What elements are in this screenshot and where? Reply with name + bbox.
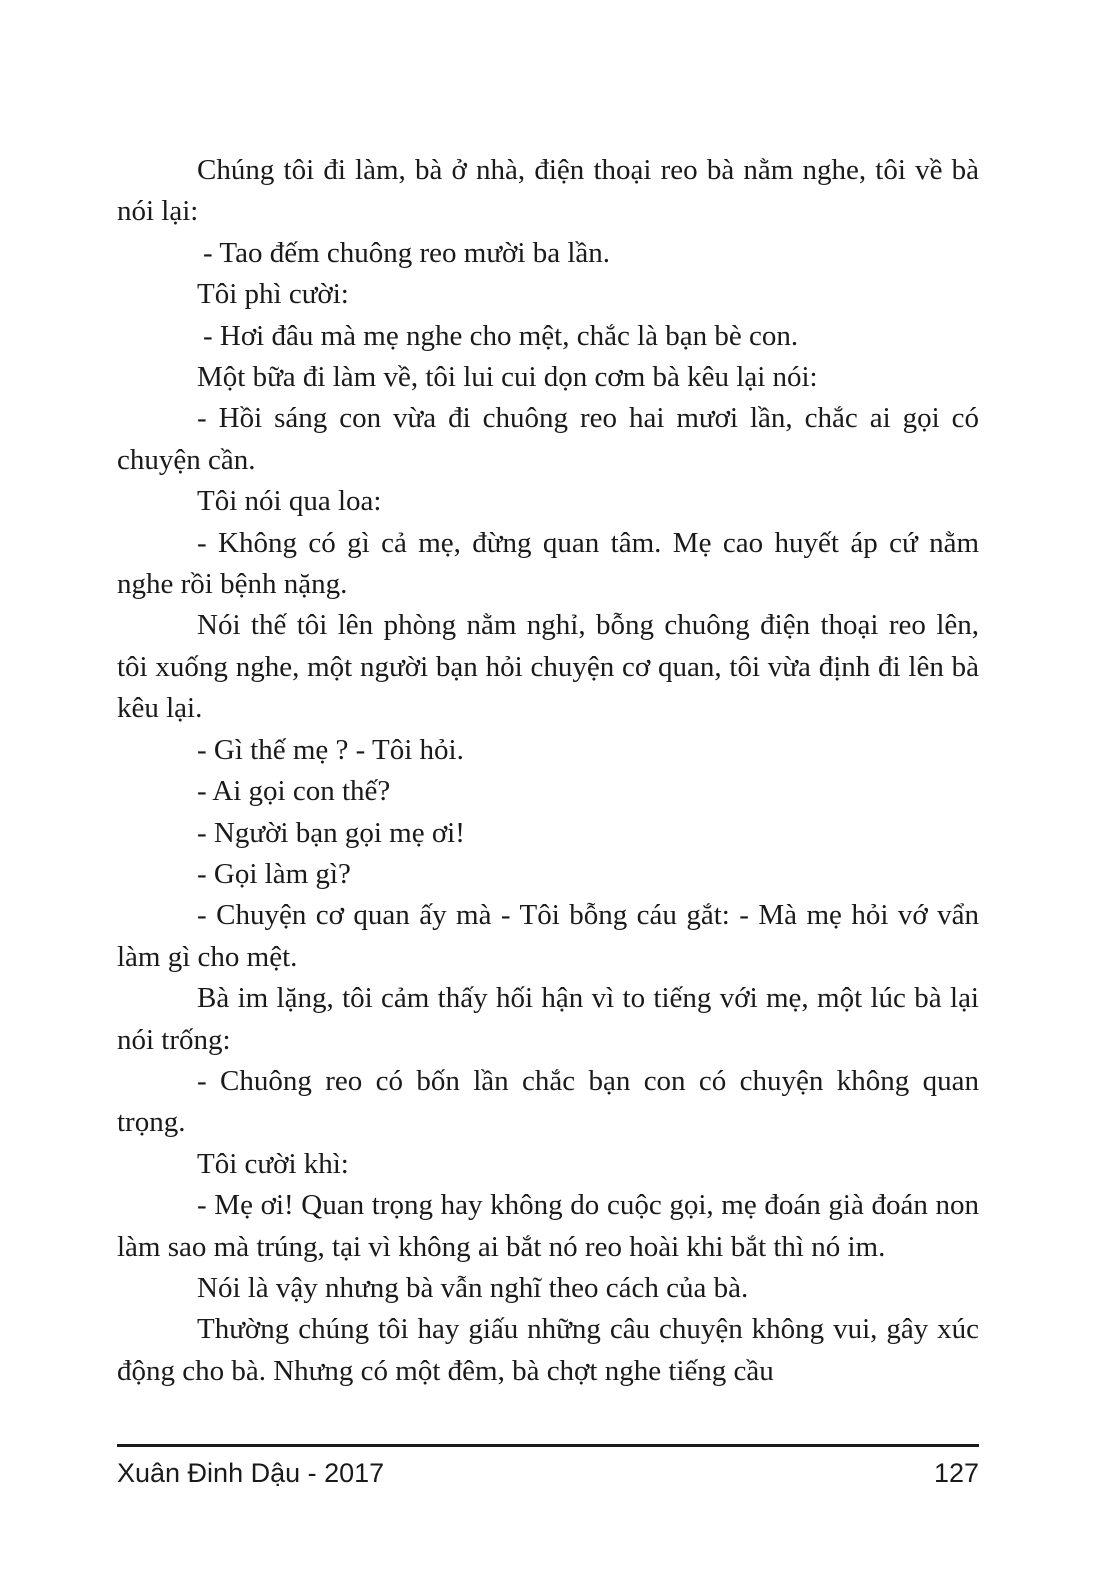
paragraph: - Ai gọi con thế? <box>197 775 391 808</box>
page-body <box>117 150 979 1392</box>
page-number: 127 <box>933 1458 979 1488</box>
paragraph: Tôi nói qua loa: <box>197 485 382 518</box>
paragraph: Nói là vậy nhưng bà vẫn nghĩ theo cách của bà. <box>197 1271 749 1304</box>
paragraph: - Gì thế mẹ ? - Tôi hỏi. <box>197 733 464 766</box>
footer-publication-title: Xuân Đinh Dậu - 2017 <box>117 1458 385 1488</box>
paragraph: - Hồi sáng con vừa đi chuông reo hai mươi lần, chắc ai gọi có chuyện cần. <box>117 402 979 476</box>
paragraph: - Không có gì cả mẹ, đừng quan tâm. Mẹ cao huyết áp cứ nằm nghe rồi bệnh nặng. <box>117 526 979 601</box>
paragraph: Bà im lặng, tôi cảm thấy hối hận vì to tiếng với mẹ, một lúc bà lại nói trống: <box>117 982 979 1056</box>
paragraph: Chúng tôi đi làm, bà ở nhà, điện thoại reo bà nằm nghe, tôi về bà nói lại: <box>117 154 979 228</box>
paragraph: - Chuông reo có bốn lần chắc bạn con có chuyện không quan trọng. <box>117 1064 979 1139</box>
paragraph: - Chuyện cơ quan ấy mà - Tôi bỗng cáu gắt: - Mà mẹ hỏi vớ vẩn làm gì cho mệt. <box>117 899 979 973</box>
paragraph: - Mẹ ơi! Quan trọng hay không do cuộc gọi, mẹ đoán già đoán non làm sao mà trúng, tại vì không ai bắt nó reo hoài khi bắt thì nó im. <box>117 1189 979 1263</box>
paragraph: - Gọi làm gì? <box>197 857 351 890</box>
paragraph: Tôi cười khì: <box>197 1147 349 1180</box>
paragraph: - Người bạn gọi mẹ ơi! <box>197 816 465 849</box>
paragraph: - Hơi đâu mà mẹ nghe cho mệt, chắc là bạn bè con. <box>203 319 799 352</box>
page-footer <box>117 1456 979 1490</box>
paragraph: Nói thế tôi lên phòng nằm nghỉ, bỗng chuông điện thoại reo lên, tôi xuống nghe, một người bạn hỏi chuyện cơ quan, tôi vừa định đi lên bà kêu lại. <box>117 609 979 725</box>
paragraph: Tôi phì cười: <box>197 278 349 311</box>
paragraph: Thường chúng tôi hay giấu những câu chuyện không vui, gây xúc động cho bà. Nhưng có một đêm, bà chợt nghe tiếng cầu <box>117 1313 979 1387</box>
footer-divider <box>117 1444 979 1447</box>
paragraph: - Tao đếm chuông reo mười ba lần. <box>203 236 610 269</box>
paragraph: Một bữa đi làm về, tôi lui cui dọn cơm bà kêu lại nói: <box>197 361 818 394</box>
